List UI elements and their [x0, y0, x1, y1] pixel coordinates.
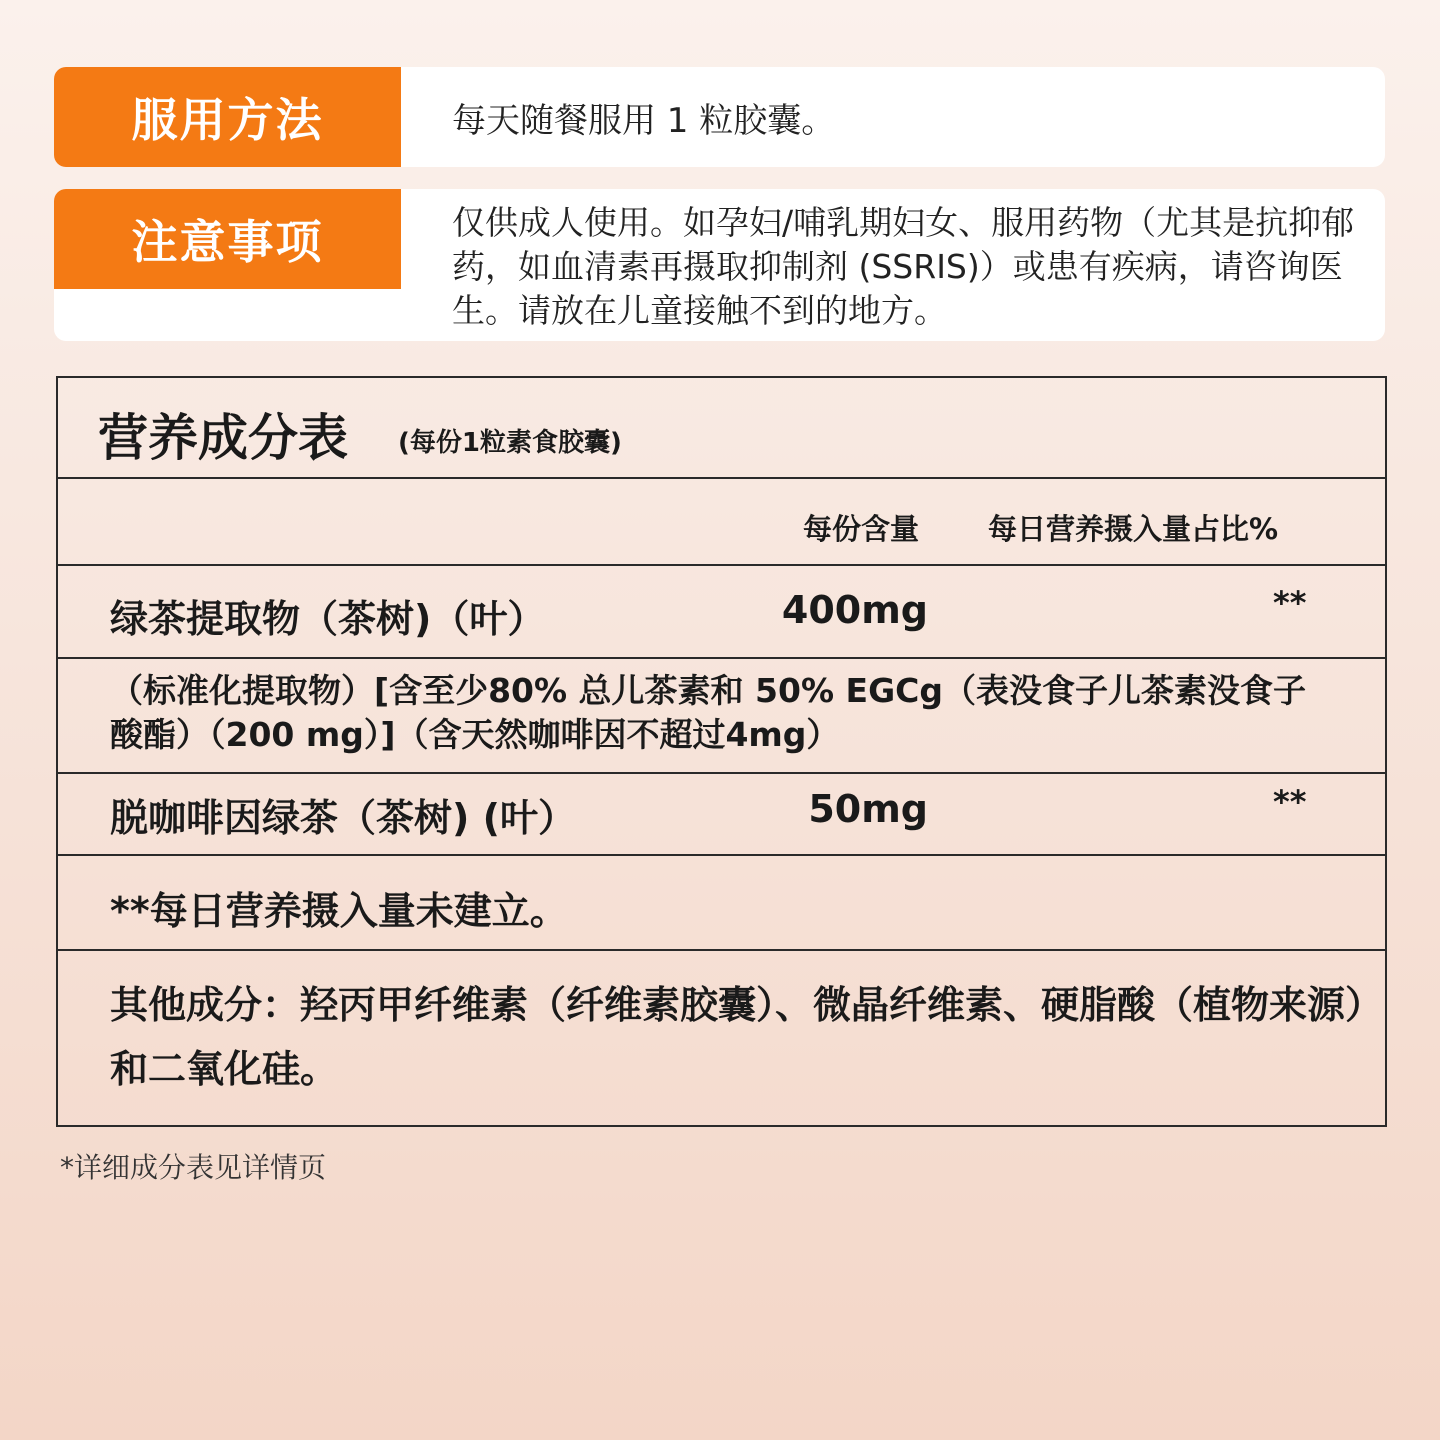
serving-size: (每份1粒素食胶囊)	[398, 428, 622, 458]
daily-value-note-row	[58, 856, 1385, 951]
caution-row	[54, 189, 1385, 341]
caution-tag: 注意事项	[54, 189, 401, 289]
ingredient-name: 脱咖啡因绿茶（茶树) (叶）	[110, 796, 576, 840]
nutrition-title: 营养成分表	[98, 409, 348, 467]
caution-text: 仅供成人使用。如孕妇/哺乳期妇女、服用药物（尤其是抗抑郁药，如血清素再摄取抑制剂 (SSRIS)）或患有疾病，请咨询医生。请放在儿童接触不到的地方。	[452, 203, 1355, 330]
nutrition-panel	[56, 376, 1387, 1127]
usage-row	[54, 67, 1385, 167]
standardized-extract-text: （标准化提取物）[含至少80% 总儿茶素和 50% EGCg（表没食子儿茶素没食子酸酯）（200 mg）]（含天然咖啡因不超过4mg）	[110, 671, 1306, 754]
daily-value-note: **每日营养摄入量未建立。	[110, 889, 568, 933]
daily-value-column-header: 每日营养摄入量占比%	[988, 512, 1279, 546]
amount-column-header: 每份含量	[803, 512, 920, 546]
ingredient-name: 绿茶提取物（茶树)（叶）	[110, 597, 546, 641]
nutrition-title-row	[58, 378, 1385, 479]
ingredient-amount: 50mg	[808, 787, 928, 831]
usage-tag: 服用方法	[54, 67, 401, 167]
ingredient-daily-value: **	[1273, 584, 1307, 622]
other-ingredients-text: 其他成分：羟丙甲纤维素（纤维素胶囊）、微晶纤维素、硬脂酸（植物来源）和二氧化硅。	[110, 983, 1365, 1091]
ingredient-daily-value: **	[1273, 783, 1307, 821]
ingredient-row	[58, 774, 1385, 856]
other-ingredients-row	[58, 951, 1385, 1125]
footnote: *详细成分表见详情页	[60, 1151, 327, 1184]
ingredient-row	[58, 566, 1385, 659]
usage-text: 每天随餐服用 1 粒胶囊。	[452, 100, 836, 141]
ingredient-amount: 400mg	[781, 588, 928, 632]
column-header-row	[58, 479, 1385, 566]
standardized-extract-row	[58, 659, 1385, 774]
